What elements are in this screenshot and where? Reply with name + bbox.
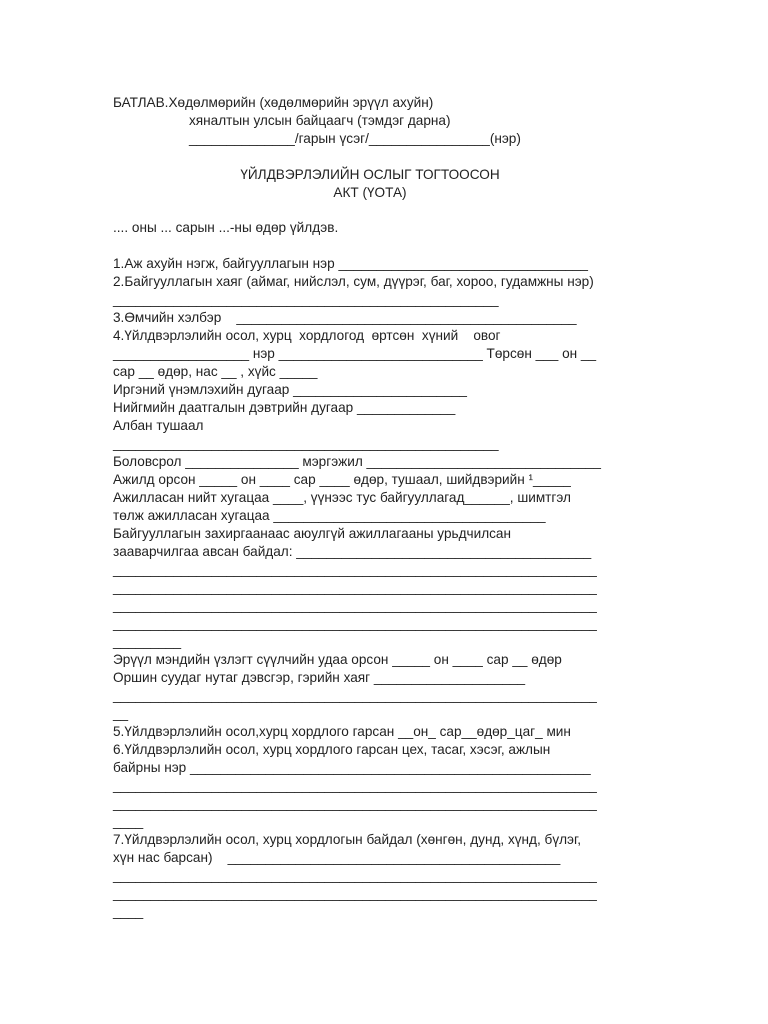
- form-line: ____: [113, 814, 144, 829]
- form-line: ________________________________________________________________: [113, 580, 597, 595]
- form-line: ___________________________________________________: [113, 436, 499, 451]
- form-line: Эрүүл мэндийн үзлэгт сүүлчийн удаа орсон _____ он ____ сар __ өдөр: [113, 652, 562, 667]
- form-line: ________________________________________________________________: [113, 886, 597, 901]
- form-line: төлж ажилласан хугацаа ____________________________________: [113, 508, 546, 523]
- form-line: 2.Байгууллагын хаяг (аймаг, нийслэл, сум, дүүрэг, баг, хороо, гудамжны нэр): [113, 274, 594, 289]
- form-line: Албан тушаал: [113, 418, 204, 433]
- form-line: сар __ өдөр, нас __ , хүйс _____: [113, 364, 318, 379]
- form-line: ________________________________________________________________: [113, 796, 597, 811]
- date-line: .... оны ... сарын ...-ны өдөр үйлдэв.: [113, 220, 339, 235]
- form-line: хүн нас барсан) ____________________________________________: [113, 850, 561, 865]
- form-line: Нийгмийн даатгалын дэвтрийн дугаар _____________: [113, 400, 456, 415]
- form-line: 6.Үйлдвэрлэлийн осол, хурц хордлого гарсан цех, тасаг, хэсэг, ажлын: [113, 742, 551, 757]
- form-line: 5.Үйлдвэрлэлийн осол,хурц хордлого гарсан __он_ сар__өдөр_цаг_ мин: [113, 724, 571, 739]
- form-line: Боловсрол _______________ мэргэжил _______________________________: [113, 454, 601, 469]
- form-line: _________: [113, 634, 182, 649]
- form-line: ________________________________________________________________: [113, 562, 597, 577]
- document-title-line-1: ҮЙЛДВЭРЛЭЛИЙН ОСЛЫГ ТОГТООСОН: [240, 167, 500, 182]
- form-line: байрны нэр _____________________________________________________: [113, 760, 591, 775]
- form-line: Ажилд орсон _____ он ____ сар ____ өдөр, тушаал, шийдвэрийн ¹_____: [113, 472, 571, 487]
- approval-line-2: хяналтын улсын байцаагч (тэмдэг дарна): [189, 113, 451, 128]
- form-line: Байгууллагын захиргаанаас аюулгүй ажиллагааны урьдчилсан: [113, 526, 511, 541]
- form-line: ________________________________________________________________: [113, 598, 597, 613]
- form-line: 4.Үйлдвэрлэлийн осол, хурц хордлогод өртсөн хүний овог: [113, 328, 501, 343]
- form-line: ________________________________________________________________: [113, 616, 597, 631]
- form-line: 7.Үйлдвэрлэлийн осол, хурц хордлогын байдал (хөнгөн, дунд, хүнд, бүлэг,: [113, 832, 582, 847]
- approval-signature-line: ______________/гарын үсэг/________________(нэр): [189, 131, 521, 146]
- form-line: 3.Өмчийн хэлбэр _____________________________________________: [113, 310, 577, 325]
- approval-line-1: БАТЛАВ.Хөдөлмөрийн (хөдөлмөрийн эрүүл ахуйн): [113, 95, 434, 110]
- document-title-line-2: АКТ (ҮОТА): [333, 185, 407, 200]
- form-line: Ажилласан нийт хугацаа ____, үүнээс тус байгууллагад______, шимтгэл: [113, 490, 571, 505]
- form-line: ________________________________________________________________: [113, 688, 597, 703]
- form-line: Оршин суудаг нутаг дэвсгэр, гэрийн хаяг ____________________: [113, 670, 526, 685]
- form-line: __: [113, 706, 129, 721]
- form-line: ________________________________________________________________: [113, 868, 597, 883]
- form-line: ________________________________________________________________: [113, 778, 597, 793]
- form-line: Иргэний үнэмлэхийн дугаар _______________________: [113, 382, 467, 397]
- form-line: 1.Аж ахуйн нэгж, байгууллагын нэр _________________________________: [113, 256, 588, 271]
- form-line: ____: [113, 904, 144, 919]
- form-line: зааварчилгаа авсан байдал: _______________________________________: [113, 544, 592, 559]
- form-line: ___________________________________________________: [113, 292, 499, 307]
- form-line: __________________ нэр ___________________________ Төрсөн ___ он __: [113, 346, 597, 361]
